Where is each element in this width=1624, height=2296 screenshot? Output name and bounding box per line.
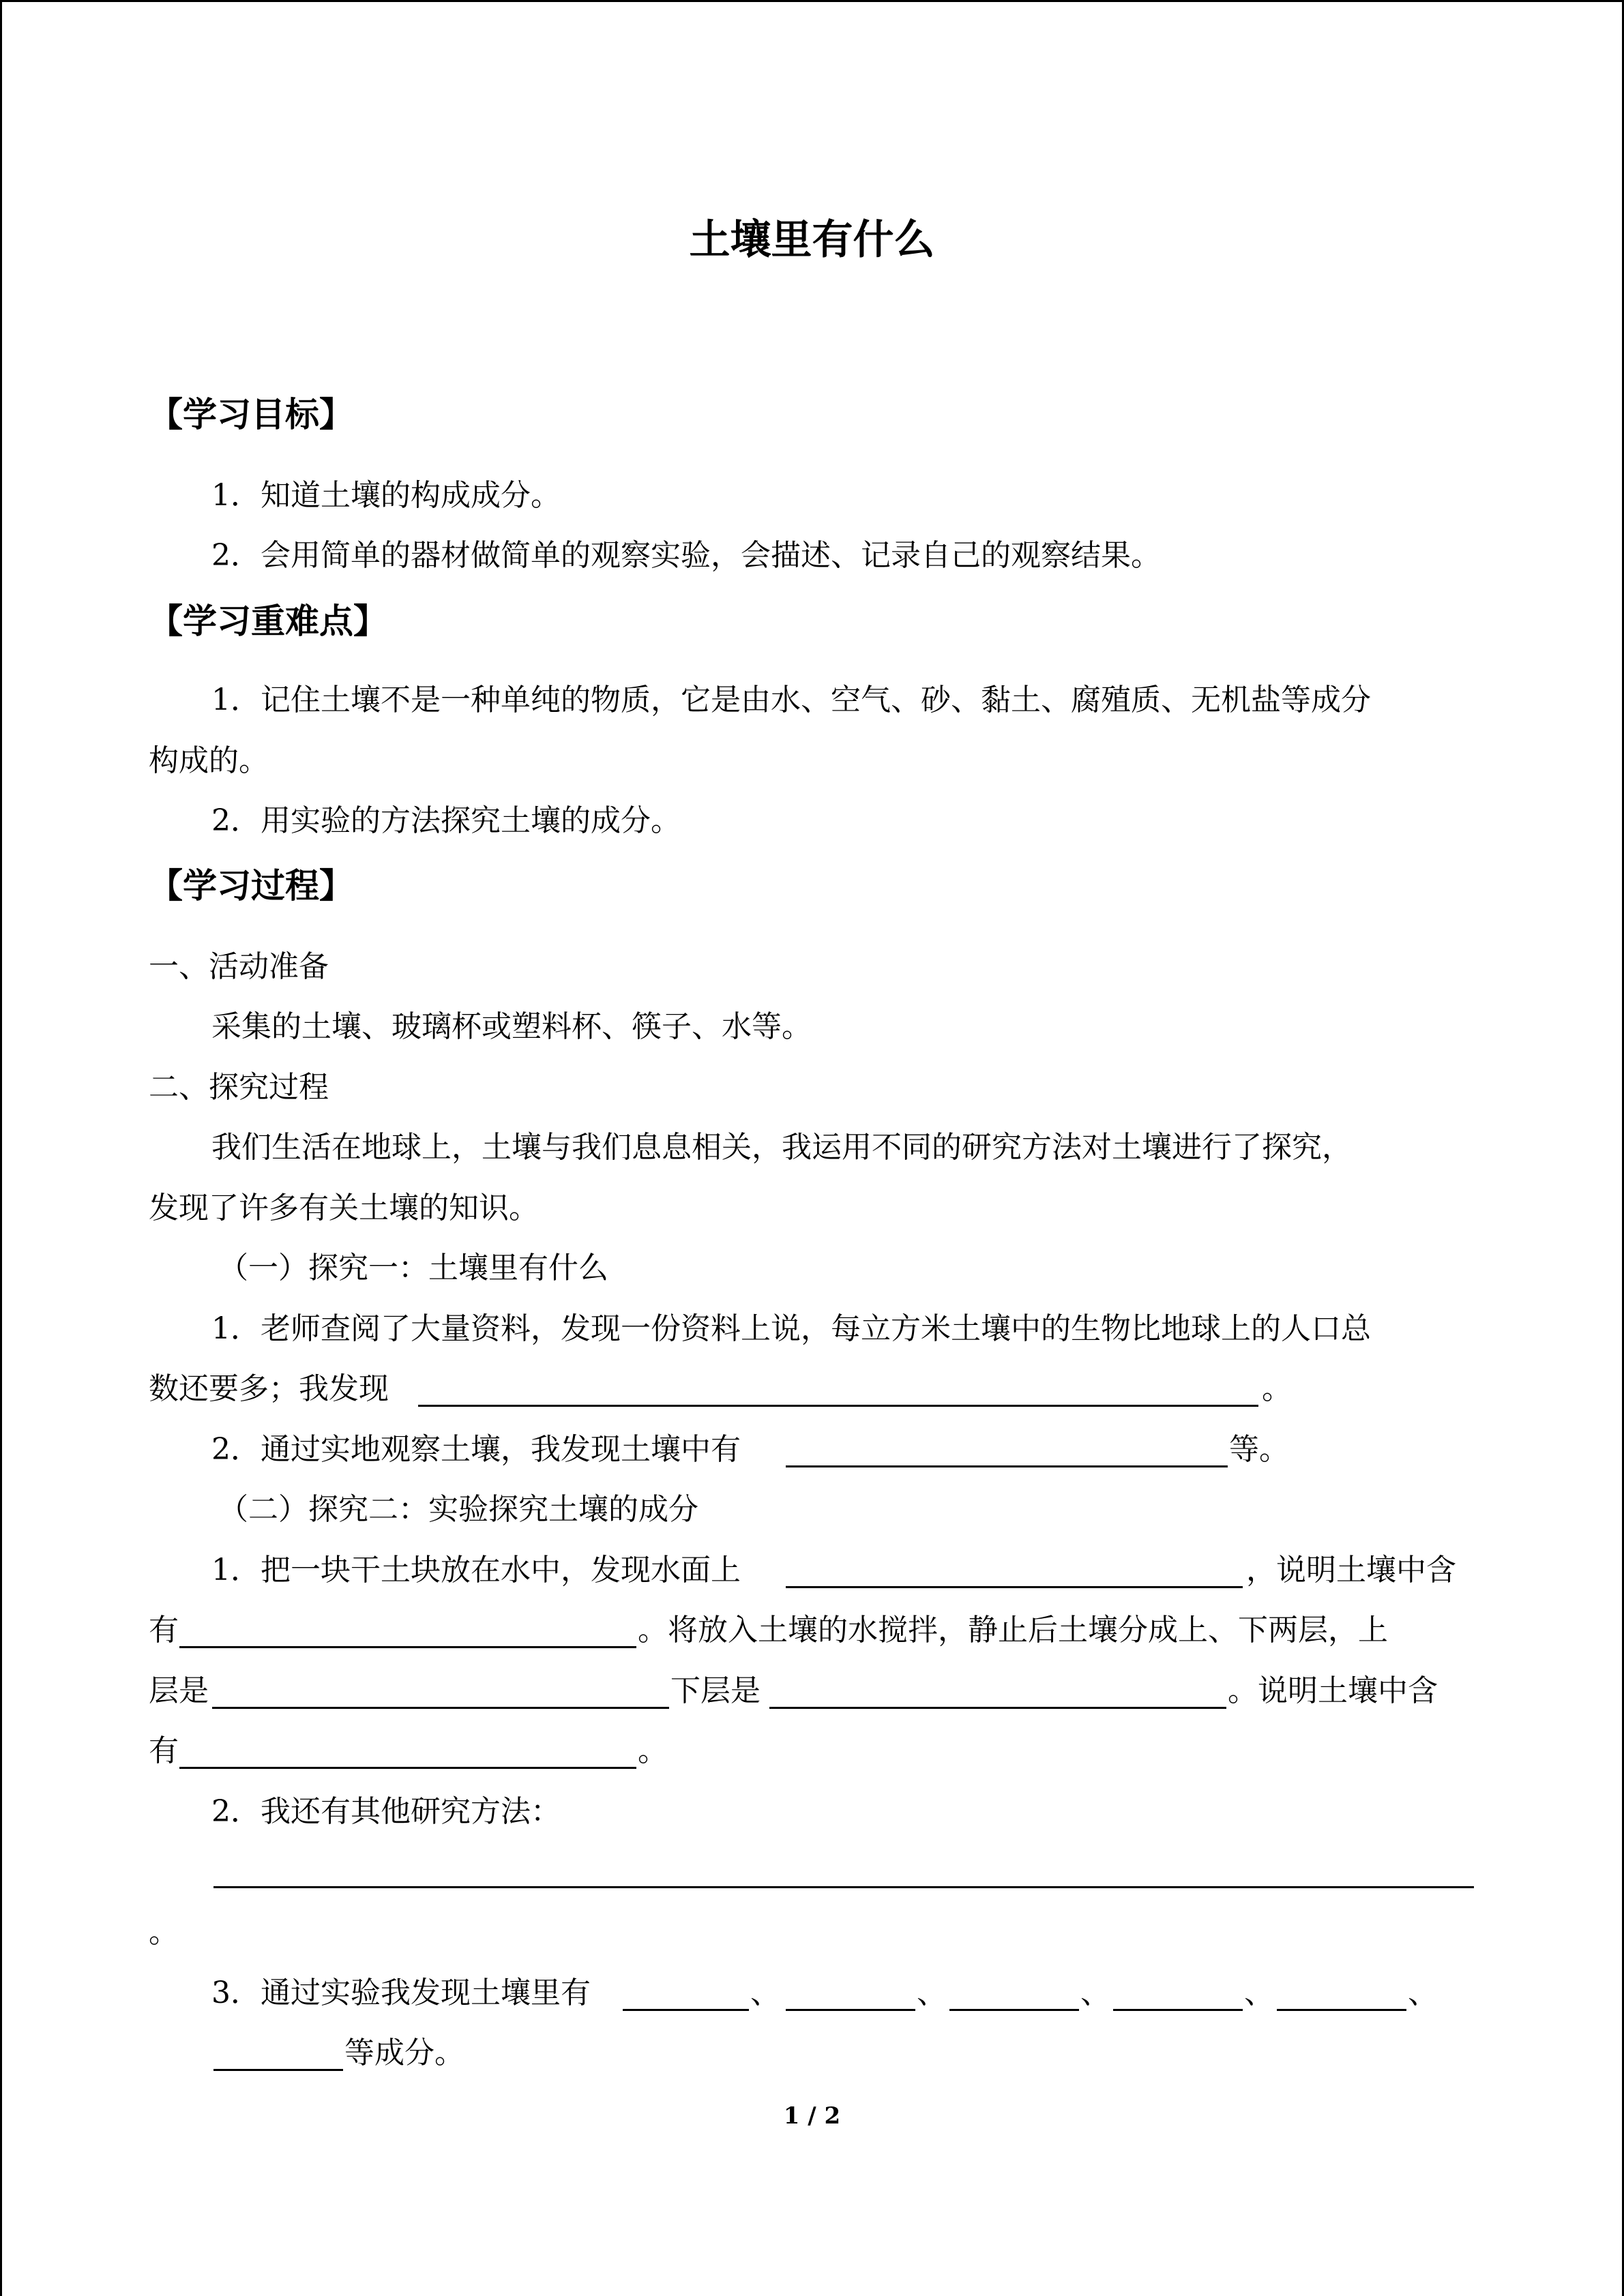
explore-2-q3-end: 等成分。 (344, 2036, 464, 2070)
explore-2-q3: 3．通过实验我发现土壤里有 (211, 1976, 591, 2010)
page-border-left (0, 0, 2, 2296)
answer-blank-component-2[interactable] (786, 2009, 915, 2011)
answer-blank-upper-layer[interactable] (212, 1707, 669, 1709)
explore-2-q1-line-3-mid: 下层是 (670, 1673, 761, 1708)
answer-blank-component-4[interactable] (1113, 2009, 1243, 2011)
answer-blank-lower-layer[interactable] (769, 1707, 1226, 1709)
page-border-top (0, 0, 1624, 2)
answer-blank-water-surface[interactable] (786, 1586, 1243, 1588)
page-number: 1 / 2 (783, 2102, 841, 2130)
separator: 、 (1244, 1976, 1274, 2010)
explore-1-question-1-line-1: 1．老师查阅了大量资料，发现一份资料上说，每立方米土壤中的生物比地球上的人口总 (211, 1311, 1371, 1346)
goal-item-2: 2．会用简单的器材做简单的观察实验，会描述、记录自己的观察结果。 (211, 538, 1161, 573)
explore-1-question-2: 2．通过实地观察土壤，我发现土壤中有 (211, 1432, 741, 1467)
key-point-1-line-2: 构成的。 (149, 743, 269, 778)
part-2-title: 二、探究过程 (149, 1070, 329, 1105)
explore-2-title: （二）探究二：实验探究土壤的成分 (218, 1492, 698, 1527)
answer-blank-component-1[interactable] (623, 2009, 749, 2011)
explore-2-q2: 2．我还有其他研究方法： (211, 1794, 561, 1829)
separator: 、 (1408, 1976, 1438, 2010)
explore-2-q2-end: 。 (149, 1915, 179, 1950)
answer-blank-other-methods[interactable] (213, 1886, 1474, 1888)
key-point-1-line-1: 1．记住土壤不是一种单纯的物质，它是由水、空气、砂、黏土、腐殖质、无机盐等成分 (211, 683, 1371, 717)
explore-2-q1-line-4-start: 有 (149, 1733, 179, 1768)
goal-item-1: 1．知道土壤的构成成分。 (211, 478, 561, 513)
section-heading-key-points: 【学习重难点】 (149, 601, 387, 641)
explore-1-title: （一）探究一：土壤里有什么 (218, 1251, 608, 1285)
section-heading-process: 【学习过程】 (149, 865, 353, 906)
section-heading-goals: 【学习目标】 (149, 394, 353, 434)
answer-blank-contains-1[interactable] (179, 1646, 636, 1648)
period: 。 (1262, 1371, 1292, 1406)
page-title: 土壤里有什么 (689, 216, 935, 264)
explore-2-q1-line-2-end: 。将放入土壤的水搅拌，静止后土壤分成上、下两层，上 (638, 1613, 1388, 1648)
answer-blank-component-5[interactable] (1277, 2009, 1406, 2011)
part-1-text: 采集的土壤、玻璃杯或塑料杯、筷子、水等。 (211, 1009, 812, 1044)
explore-1-question-2-end: 等。 (1229, 1432, 1289, 1467)
separator: 、 (750, 1976, 780, 2010)
explore-2-q1-line-1: 1．把一块干土块放在水中，发现水面上 (211, 1553, 741, 1587)
answer-blank-observation[interactable] (786, 1465, 1228, 1467)
answer-blank-component-6[interactable] (213, 2069, 343, 2071)
separator: 、 (1080, 1976, 1110, 2010)
explore-2-q1-line-3-end: 。说明土壤中含 (1228, 1673, 1438, 1708)
explore-2-q1-line-3-start: 层是 (149, 1673, 209, 1708)
key-point-2: 2．用实验的方法探究土壤的成分。 (211, 803, 681, 838)
part-1-title: 一、活动准备 (149, 949, 329, 984)
answer-blank-contains-2[interactable] (179, 1767, 636, 1769)
explore-2-q1-line-4-end: 。 (638, 1733, 668, 1768)
explore-2-q1-line-1-end: ，说明土壤中含 (1246, 1553, 1456, 1587)
answer-blank-discovery[interactable] (418, 1405, 1258, 1407)
answer-blank-component-3[interactable] (949, 2009, 1079, 2011)
intro-line-2: 发现了许多有关土壤的知识。 (149, 1191, 539, 1225)
separator: 、 (917, 1976, 947, 2010)
explore-2-q1-line-2-start: 有 (149, 1613, 179, 1648)
explore-1-question-1-line-2: 数还要多；我发现 (149, 1371, 389, 1406)
intro-line-1: 我们生活在地球上，土壤与我们息息相关，我运用不同的研究方法对土壤进行了探究， (211, 1130, 1352, 1165)
